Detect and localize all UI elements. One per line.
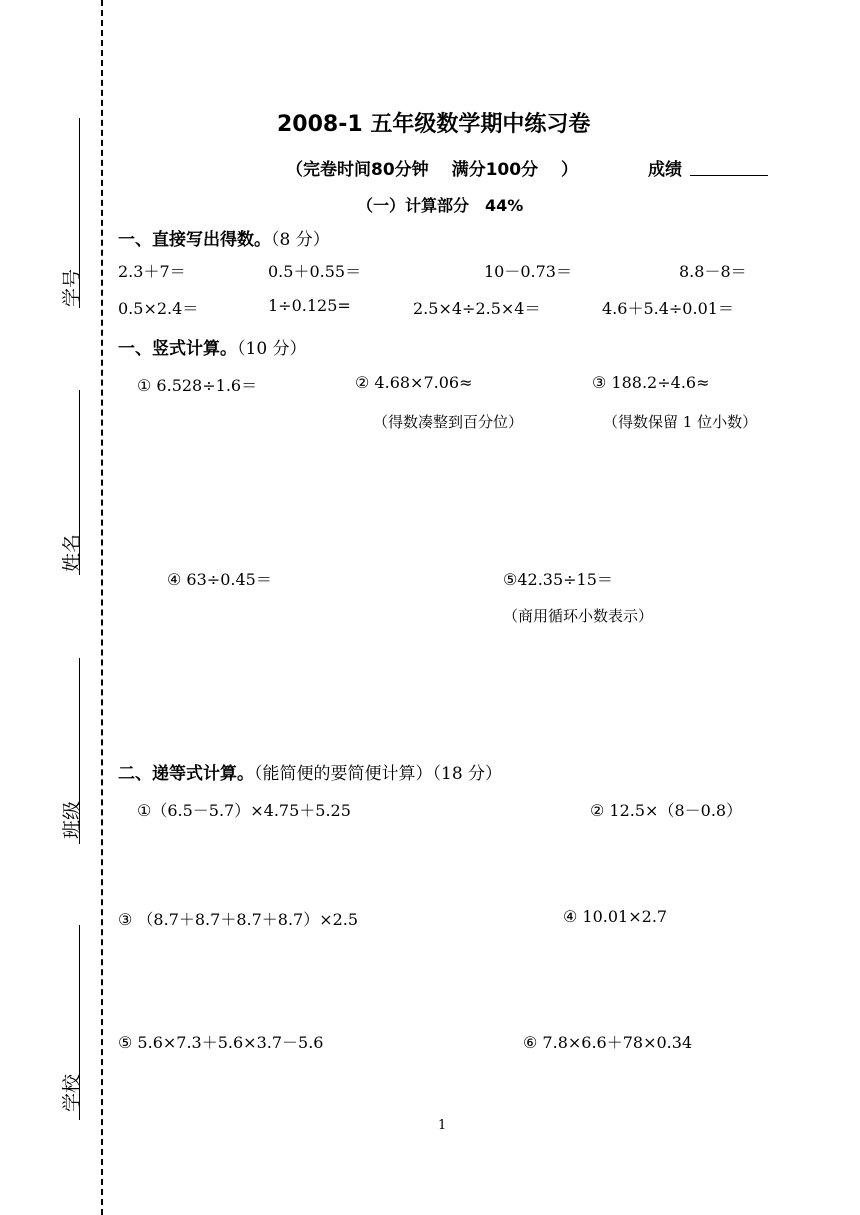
page-number: 1 [438,1118,447,1133]
vertical-item-1: ① 6.528÷1.6＝ [137,376,258,395]
section-direct-title: 一、直接写出得数。 [118,230,271,250]
stepwise-item-4: ④ 10.01×2.7 [563,907,668,926]
page-title: 2008-1 五年级数学期中练习卷 [277,112,591,137]
stepwise-item-6: ⑥ 7.8×6.6＋78×0.34 [523,1033,693,1052]
direct-item-1: 2.3＋7＝ [118,262,186,281]
school-label: 学校 [61,1073,83,1112]
vertical-item-5: ⑤42.35÷15＝ [503,570,613,589]
binding-dashed-line [101,0,103,1215]
section-stepwise-points: （能简便的要简便计算）（18 分） [254,764,503,784]
score-blank [690,175,768,176]
vertical-item-3: ③ 188.2÷4.6≈ [592,373,710,392]
class-label: 班级 [61,800,83,839]
direct-item-3: 10－0.73＝ [484,262,572,281]
part-heading: （一）计算部分 44% [357,196,524,215]
vertical-note-3: （得数保留 1 位小数） [603,413,758,431]
name-label: 姓名 [61,533,83,572]
section-stepwise-heading [118,759,502,784]
direct-item-4: 8.8－8＝ [679,262,747,281]
section-direct-points: （8 分） [271,230,330,250]
section-direct-heading [118,225,330,250]
section-stepwise-title: 二、递等式计算。 [118,764,254,784]
vertical-note-2: （得数凑整到百分位） [373,413,524,431]
direct-item-5: 0.5×2.4＝ [118,299,199,318]
vertical-item-4: ④ 63÷0.45＝ [167,570,272,589]
vertical-note-5: （商用循环小数表示） [503,607,654,625]
section-vertical-heading [118,334,307,359]
vertical-item-2: ② 4.68×7.06≈ [355,373,473,392]
exam-info: （完卷时间80分钟 满分100分 ） [286,160,578,180]
stepwise-item-3: ③ （8.7＋8.7＋8.7＋8.7）×2.5 [118,910,359,929]
student-no-label: 学号 [61,268,83,307]
section-vertical-title: 一、竖式计算。 [118,339,237,359]
direct-item-7: 2.5×4÷2.5×4＝ [413,299,541,318]
direct-item-2: 0.5＋0.55＝ [268,262,362,281]
section-vertical-points: （10 分） [237,339,307,359]
score-label: 成绩 [648,160,682,180]
direct-item-6: 1÷0.125= [268,296,351,315]
direct-item-8: 4.6＋5.4÷0.01＝ [602,299,734,318]
stepwise-item-1: ①（6.5－5.7）×4.75＋5.25 [137,801,351,820]
stepwise-item-5: ⑤ 5.6×7.3＋5.6×3.7－5.6 [118,1033,324,1052]
stepwise-item-2: ② 12.5×（8－0.8） [590,801,743,820]
